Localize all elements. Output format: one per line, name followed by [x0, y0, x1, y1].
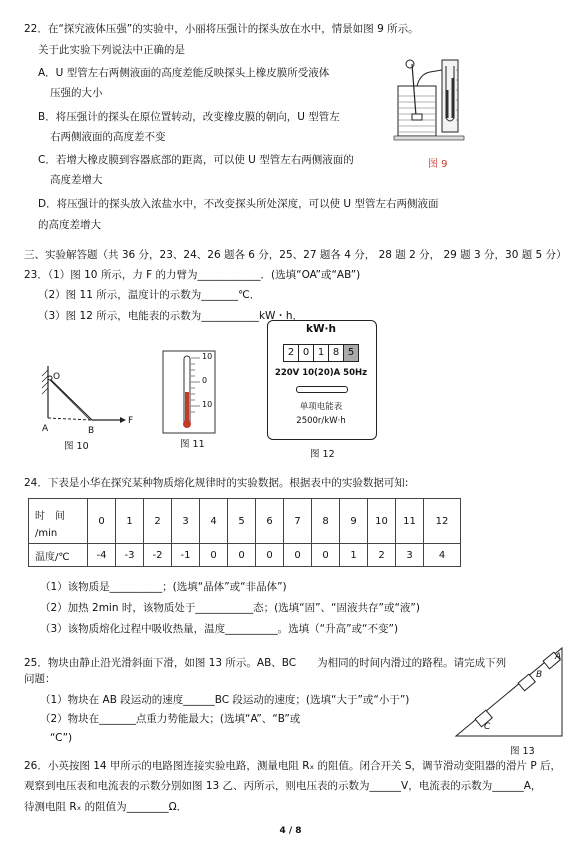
- figure-10-label: 图 10: [64, 441, 89, 452]
- meter-unit: kW·h: [305, 323, 337, 335]
- fig11-tick-0: 0: [202, 376, 208, 385]
- lever-figure: [36, 362, 136, 438]
- meter-digit-window: [283, 344, 359, 362]
- q24-sub-2: （2）加热 2min 时，该物质处于___________态；(选填“固”、“固液共存”或“液”): [40, 602, 420, 614]
- table-cell: 0: [228, 544, 256, 567]
- table-cell: 4: [200, 499, 228, 544]
- table-cell: 4: [424, 544, 461, 567]
- meter-rotor-disc: [296, 386, 348, 393]
- q25-sub-2-cont: “C”): [50, 732, 73, 744]
- table-cell: 10: [368, 499, 396, 544]
- q25-stem: 25．物块由静止沿光滑斜面下滑，如图 13 所示。AB、BC 为相同的时间内滑过的路程。请完成下列: [24, 657, 507, 669]
- page-number: 4 / 8: [279, 826, 302, 836]
- meter-name: 单项电能表: [299, 402, 343, 412]
- q22-option-c-cont: 高度差增大: [50, 174, 103, 186]
- table-cell: 1: [116, 499, 144, 544]
- table-row-time: [29, 499, 461, 524]
- q25-stem-cont: 问题：: [24, 673, 56, 685]
- meter-digit-decimal: 5: [344, 344, 359, 362]
- incline-figure: [452, 640, 568, 744]
- meter-digit: 8: [329, 344, 344, 362]
- q23-line-2: （2）图 11 所示，温度计的示数为_______℃．: [38, 289, 261, 301]
- q22-option-d-cont: 的高度差增大: [38, 219, 101, 231]
- fig13-label-C: C: [484, 722, 491, 732]
- table-cell: -2: [144, 544, 172, 567]
- meter-rating: 220V 10(20)A 50Hz: [274, 368, 368, 378]
- pressure-gauge-figure: [390, 56, 470, 152]
- q22-option-b: B．将压强计的探头在原位置转动，改变橡皮膜的朝向，U 型管左: [38, 111, 340, 123]
- time-unit-header: /min: [29, 523, 88, 544]
- figure-13-label: 图 13: [510, 746, 535, 757]
- temperature-header: 温度/℃: [29, 544, 88, 567]
- fig10-label-A: A: [42, 424, 49, 434]
- fig10-label-B: B: [88, 426, 95, 436]
- fig11-tick-10: 10: [202, 352, 213, 361]
- table-cell: 3: [172, 499, 200, 544]
- q25-sub-2: （2）物块在_______点重力势能最大；(选填“A”、“B”或: [40, 713, 301, 725]
- q22-option-c: C．若增大橡皮膜到容器底部的距离，可以使 U 型管左右两侧液面的: [38, 154, 354, 166]
- section-3-title: 三、实验解答题（共 36 分，23、24、26 题各 6 分，25、27 题各 4 分， 28 题 2 分， 29 题 3 分，30 题 5 分）: [24, 249, 567, 261]
- table-cell: 9: [340, 499, 368, 544]
- q25-sub-1: （1）物块在 AB 段运动的速度______BC 段运动的速度；(选填“大于”或“小于”): [40, 694, 410, 706]
- fig11-tick-minus-10: 10: [202, 400, 213, 409]
- table-cell: 2: [144, 499, 172, 544]
- q22-option-d: D．将压强计的探头放入浓盐水中，不改变探头所处深度，可以使 U 型管左右两侧液面: [38, 198, 439, 210]
- q23-line-1: 23．（1）图 10 所示，力 F 的力臂为____________．(选填“OA”或“AB”): [24, 269, 361, 281]
- table-cell: 11: [396, 499, 424, 544]
- q26-line-1: 26．小英按图 14 甲所示的电路图连接实验电路，测量电阻 Rₓ 的阻值。闭合开关 S，调节滑动变阻器的滑片 P 后，: [24, 760, 562, 772]
- q22-prompt: 关于此实验下列说法中正确的是: [38, 44, 185, 56]
- q24-sub-1: （1）该物质是__________；(选填“晶体”或“非晶体”): [40, 581, 287, 593]
- meter-digit: 1: [314, 344, 329, 362]
- q22-option-b-cont: 右两侧液面的高度差不变: [50, 131, 166, 143]
- melting-data-table: [28, 498, 461, 567]
- q24-stem: 24．下表是小华在探究某种物质熔化规律时的实验数据。根据表中的实验数据可知:: [24, 477, 409, 489]
- meter-constant: 2500r/kW·h: [296, 416, 346, 426]
- table-cell: 0: [284, 544, 312, 567]
- meter-digit: 0: [299, 344, 314, 362]
- table-cell: 5: [228, 499, 256, 544]
- q26-line-3: 待测电阻 Rₓ 的阻值为________Ω．: [24, 801, 188, 813]
- q24-sub-3: （3）该物质熔化过程中吸收热量，温度__________。选填（“升高”或“不变”): [40, 623, 399, 635]
- q26-line-2: 观察到电压表和电流表的示数分别如图 13 乙、丙所示，则电压表的示数为______V，电流表的示数为______A，: [24, 780, 542, 792]
- table-cell: 1: [340, 544, 368, 567]
- meter-digit: 2: [283, 344, 299, 362]
- q22-stem: 22．在“探究液体压强”的实验中，小丽将压强计的探头放在水中，情景如图 9 所示。: [24, 23, 419, 35]
- table-cell: 6: [256, 499, 284, 544]
- table-cell: 0: [256, 544, 284, 567]
- table-cell: 0: [312, 544, 340, 567]
- figure-11-label: 图 11: [180, 439, 205, 450]
- table-row-temperature: [29, 544, 461, 567]
- table-cell: 7: [284, 499, 312, 544]
- q23-line-3: （3）图 12 所示，电能表的示数为___________kW・h．: [38, 310, 304, 322]
- table-cell: -3: [116, 544, 144, 567]
- fig13-label-B: B: [536, 670, 543, 680]
- q22-option-a: A．U 型管左右两侧液面的高度差能反映探头上橡皮膜所受液体: [38, 67, 330, 79]
- table-cell: -4: [88, 544, 116, 567]
- fig10-label-F: F: [128, 416, 134, 426]
- figure-9-label: 图 9: [428, 159, 448, 170]
- figure-12-label: 图 12: [310, 449, 335, 460]
- table-cell: 0: [88, 499, 116, 544]
- table-cell: 0: [200, 544, 228, 567]
- table-cell: 8: [312, 499, 340, 544]
- table-cell: 3: [396, 544, 424, 567]
- q22-option-a-cont: 压强的大小: [50, 87, 103, 99]
- thermometer-figure: [162, 350, 216, 434]
- table-cell: 2: [368, 544, 396, 567]
- time-header: 时 间: [29, 499, 88, 524]
- table-cell: -1: [172, 544, 200, 567]
- table-cell: 12: [424, 499, 461, 544]
- fig10-label-O: O: [53, 372, 61, 382]
- fig13-label-A: A: [555, 652, 562, 662]
